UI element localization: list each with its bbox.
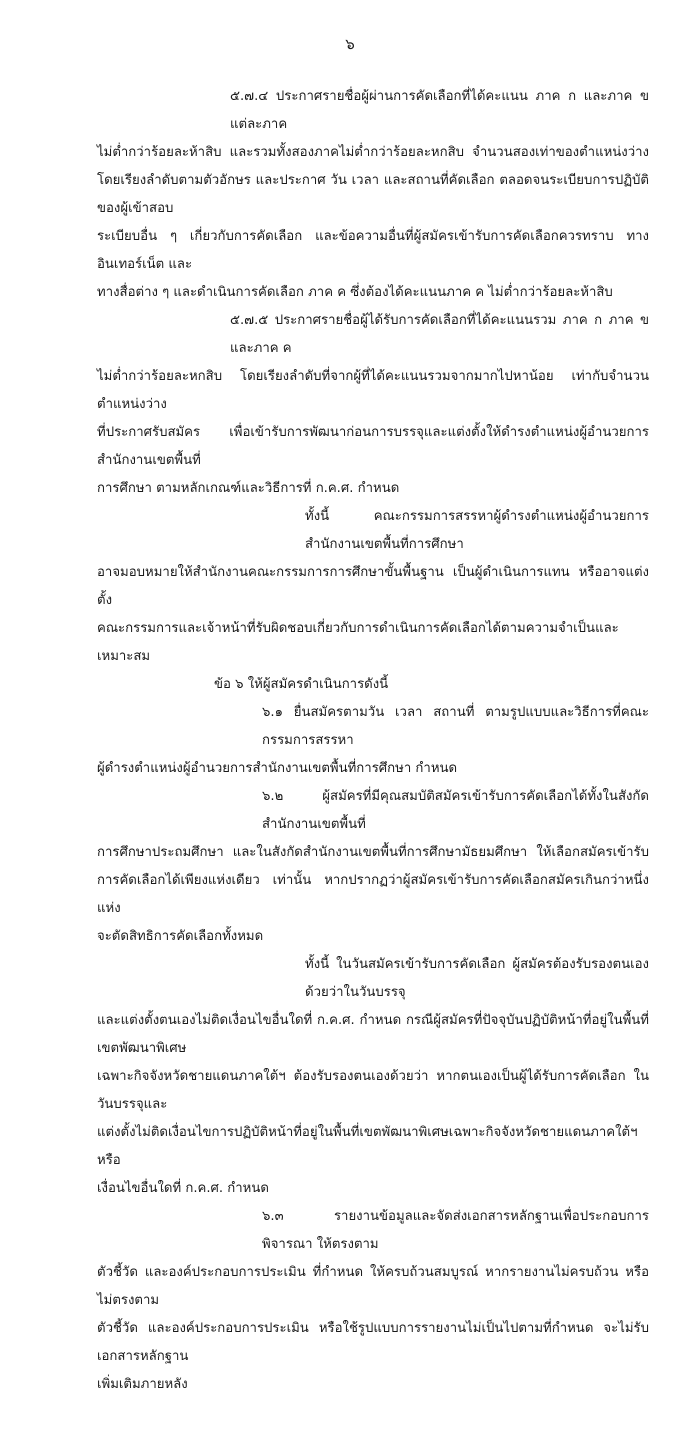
text-line: ๖.๑ ยื่นสมัครตามวัน เวลา สถานที่ ตามรูปแบบและวิธีการที่คณะกรรมการสรรหา bbox=[262, 705, 649, 748]
text-line: เฉพาะกิจจังหวัดชายแดนภาคใต้ฯ ต้องรับรองตนเองด้วยว่า หากตนเองเป็นผู้ได้รับการคัดเลือก ในวันบรรจุและ bbox=[97, 1069, 649, 1112]
text-line: ที่ประกาศรับสมัคร เพื่อเข้ารับการพัฒนาก่อนการบรรจุและแต่งตั้งให้ดำรงตำแหน่งผู้อำนวยการสำนักงานเขตพื้นที่ bbox=[97, 425, 649, 468]
text-line: คณะกรรมการและเจ้าหน้าที่รับผิดชอบเกี่ยวกับการดำเนินการคัดเลือกได้ตามความจำเป็นและเหมาะสม bbox=[97, 621, 619, 664]
text-line: ไม่ต่ำกว่าร้อยละหกสิบ โดยเรียงลำดับที่จากผู้ที่ได้คะแนนรวมจากมากไปหาน้อย เท่ากับจำนวนตำแหน่งว่าง bbox=[97, 369, 649, 412]
page-number: ๖ bbox=[345, 35, 355, 53]
text-line: และแต่งตั้งตนเองไม่ติดเงื่อนไขอื่นใดที่ ก.ค.ศ. กำหนด กรณีผู้สมัครที่ปัจจุบันปฏิบัติหน้าที่อยู่ในพื้นที่เขตพัฒนาพิเศษ bbox=[97, 1013, 649, 1056]
text-line: ข้อ ๖ ให้ผู้สมัครดำเนินการดังนี้ bbox=[214, 677, 389, 692]
text-line: ระเบียบอื่น ๆ เกี่ยวกับการคัดเลือก และข้อความอื่นที่ผู้สมัครเข้ารับการคัดเลือกควรทราบ ทางอินเทอร์เน็ต และ bbox=[97, 229, 649, 272]
text-line: อาจมอบหมายให้สำนักงานคณะกรรมการการศึกษาขั้นพื้นฐาน เป็นผู้ดำเนินการแทน หรืออาจแต่งตั้ง bbox=[97, 565, 649, 608]
text-line: ตัวชี้วัด และองค์ประกอบการประเมิน ที่กำหนด ให้ครบถ้วนสมบูรณ์ หากรายงานไม่ครบถ้วน หรือไม่ตรงตาม bbox=[97, 1265, 649, 1308]
text-line: ทั้งนี้ คณะกรรมการสรรหาผู้ดำรงตำแหน่งผู้อำนวยการสำนักงานเขตพื้นที่การศึกษา bbox=[305, 509, 649, 552]
text-line: การคัดเลือกได้เพียงแห่งเดียว เท่านั้น หากปรากฏว่าผู้สมัครเข้ารับการคัดเลือกสมัครเกินกว่าหนึ่งแห่ง bbox=[97, 873, 649, 916]
text-line: เพิ่มเติมภายหลัง bbox=[97, 1377, 188, 1392]
text-line: ไม่ต่ำกว่าร้อยละห้าสิบ และรวมทั้งสองภาคไม่ต่ำกว่าร้อยละหกสิบ จำนวนสองเท่าของตำแหน่งว่าง bbox=[97, 145, 649, 160]
text-line: แต่งตั้งไม่ติดเงื่อนไขการปฏิบัติหน้าที่อยู่ในพื้นที่เขตพัฒนาพิเศษเฉพาะกิจจังหวัดชายแดนภาคใต้ฯ หรือ bbox=[97, 1125, 638, 1168]
text-line: จะตัดสิทธิการคัดเลือกทั้งหมด bbox=[97, 929, 264, 944]
text-line: เงื่อนไขอื่นใดที่ ก.ค.ศ. กำหนด bbox=[97, 1181, 269, 1196]
text-line: ผู้ดำรงตำแหน่งผู้อำนวยการสำนักงานเขตพื้นที่การศึกษา กำหนด bbox=[97, 761, 458, 776]
text-line: ๖.๒ ผู้สมัครที่มีคุณสมบัติสมัครเข้ารับการคัดเลือกได้ทั้งในสังกัดสำนักงานเขตพื้นที่ bbox=[262, 789, 649, 832]
text-line: ๕.๗.๔ ประกาศรายชื่อผู้ผ่านการคัดเลือกที่ได้คะแนน ภาค ก และภาค ข แต่ละภาค bbox=[230, 89, 649, 132]
text-line: การศึกษา ตามหลักเกณฑ์และวิธีการที่ ก.ค.ศ. กำหนด bbox=[97, 481, 400, 496]
text-line: ตัวชี้วัด และองค์ประกอบการประเมิน หรือใช้รูปแบบการรายงานไม่เป็นไปตามที่กำหนด จะไม่รับเอกสารหลักฐาน bbox=[97, 1321, 649, 1364]
text-line: ทั้งนี้ ในวันสมัครเข้ารับการคัดเลือก ผู้สมัครต้องรับรองตนเองด้วยว่าในวันบรรจุ bbox=[305, 957, 649, 1000]
text-line: ทางสื่อต่าง ๆ และดำเนินการคัดเลือก ภาค ค ซึ่งต้องได้คะแนนภาค ค ไม่ต่ำกว่าร้อยละห้าสิบ bbox=[97, 285, 613, 300]
text-line: การศึกษาประถมศึกษา และในสังกัดสำนักงานเขตพื้นที่การศึกษามัธยมศึกษา ให้เลือกสมัครเข้ารับ bbox=[97, 845, 649, 860]
text-line: โดยเรียงลำดับตามตัวอักษร และประกาศ วัน เวลา และสถานที่คัดเลือก ตลอดจนระเบียบการปฏิบัติของผู้เข้าสอบ bbox=[97, 173, 649, 216]
text-line: ๕.๗.๕ ประกาศรายชื่อผู้ได้รับการคัดเลือกที่ได้คะแนนรวม ภาค ก ภาค ข และภาค ค bbox=[230, 313, 649, 356]
text-line: ๖.๓ รายงานข้อมูลและจัดส่งเอกสารหลักฐานเพื่อประกอบการพิจารณา ให้ตรงตาม bbox=[262, 1209, 649, 1252]
